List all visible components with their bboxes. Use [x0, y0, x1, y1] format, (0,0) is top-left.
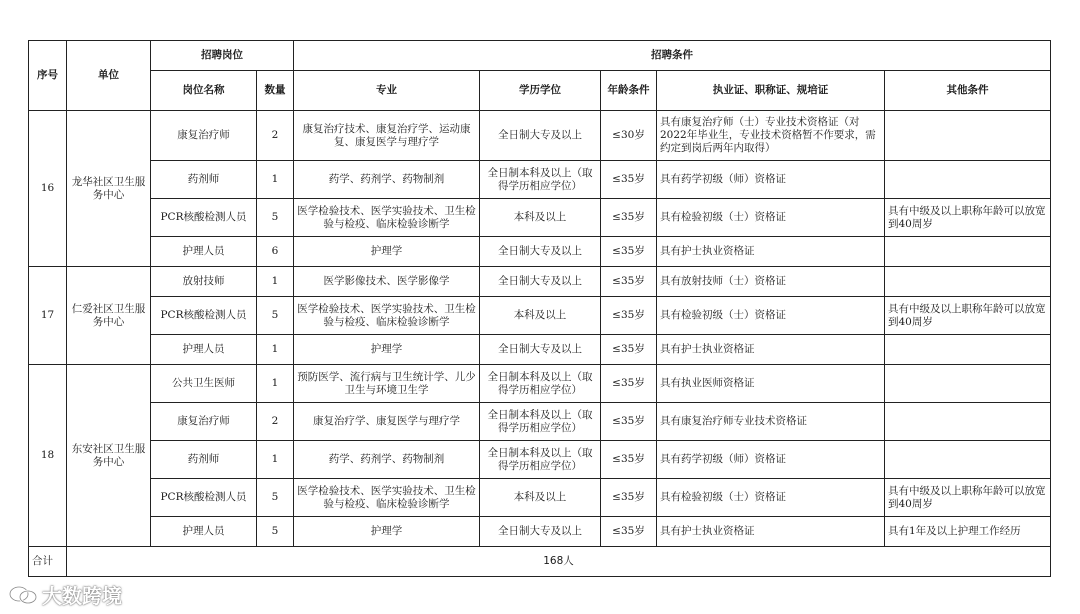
table-row: [29, 441, 1051, 479]
cell-major: 康复治疗学、康复医学与理疗学: [294, 403, 480, 441]
cell-education: 本科及以上: [480, 479, 601, 517]
cell-education: 全日制本科及以上（取得学历相应学位）: [480, 441, 601, 479]
cell-certificates: 具有护士执业资格证: [657, 237, 885, 267]
cell-age: ≤35岁: [601, 517, 657, 547]
cell-unit: 龙华社区卫生服务中心: [67, 111, 151, 267]
cell-other: [885, 403, 1051, 441]
cell-age: ≤35岁: [601, 199, 657, 237]
cell-education: 全日制大专及以上: [480, 267, 601, 297]
cell-other: 具有中级及以上职称年龄可以放宽到40周岁: [885, 297, 1051, 335]
header-major: 专业: [294, 71, 480, 111]
table-row: [29, 403, 1051, 441]
cell-age: ≤35岁: [601, 479, 657, 517]
table-row: [29, 267, 1051, 297]
cell-education: 本科及以上: [480, 199, 601, 237]
cell-other: 具有中级及以上职称年龄可以放宽到40周岁: [885, 199, 1051, 237]
cell-count: 1: [257, 441, 294, 479]
cell-major: 医学检验技术、医学实验技术、卫生检验与检疫、临床检验诊断学: [294, 297, 480, 335]
cell-other: [885, 335, 1051, 365]
cell-certificates: 具有护士执业资格证: [657, 335, 885, 365]
cell-major: 医学检验技术、医学实验技术、卫生检验与检疫、临床检验诊断学: [294, 479, 480, 517]
watermark: [8, 580, 122, 609]
cell-age: ≤30岁: [601, 111, 657, 161]
cell-major: 护理学: [294, 335, 480, 365]
table-footer: [29, 547, 1051, 577]
table-row: [29, 111, 1051, 161]
cell-post-name: 康复治疗师: [151, 403, 257, 441]
cell-count: 1: [257, 161, 294, 199]
cell-education: 全日制大专及以上: [480, 517, 601, 547]
cell-count: 1: [257, 267, 294, 297]
header-other: 其他条件: [885, 71, 1051, 111]
cell-age: ≤35岁: [601, 403, 657, 441]
cell-age: ≤35岁: [601, 161, 657, 199]
table-row: [29, 161, 1051, 199]
cell-major: 医学检验技术、医学实验技术、卫生检验与检疫、临床检验诊断学: [294, 199, 480, 237]
cell-post-name: 药剂师: [151, 441, 257, 479]
cell-other: [885, 237, 1051, 267]
cell-education: 全日制大专及以上: [480, 111, 601, 161]
cell-education: 全日制本科及以上（取得学历相应学位）: [480, 403, 601, 441]
cell-count: 2: [257, 403, 294, 441]
header-education: 学历学位: [480, 71, 601, 111]
cell-post-name: 放射技师: [151, 267, 257, 297]
cell-age: ≤35岁: [601, 365, 657, 403]
cell-certificates: 具有检验初级（士）资格证: [657, 297, 885, 335]
cell-count: 2: [257, 111, 294, 161]
cell-post-name: PCR核酸检测人员: [151, 479, 257, 517]
cell-count: 5: [257, 517, 294, 547]
chat-bubbles-icon: [8, 584, 38, 606]
header-certificates: 执业证、职称证、规培证: [657, 71, 885, 111]
total-row: [29, 547, 1051, 577]
header-seq: 序号: [29, 41, 67, 111]
cell-count: 1: [257, 365, 294, 403]
cell-post-name: 药剂师: [151, 161, 257, 199]
cell-seq: 18: [29, 365, 67, 547]
total-value: 168人: [67, 547, 1051, 577]
cell-age: ≤35岁: [601, 267, 657, 297]
cell-other: [885, 267, 1051, 297]
table-row: [29, 479, 1051, 517]
table-header: [29, 41, 1051, 111]
header-count: 数量: [257, 71, 294, 111]
table-row: [29, 365, 1051, 403]
cell-education: 全日制大专及以上: [480, 237, 601, 267]
cell-certificates: 具有检验初级（士）资格证: [657, 199, 885, 237]
cell-age: ≤35岁: [601, 335, 657, 365]
cell-other: 具有中级及以上职称年龄可以放宽到40周岁: [885, 479, 1051, 517]
header-unit: 单位: [67, 41, 151, 111]
cell-post-name: 护理人员: [151, 237, 257, 267]
recruitment-table: [28, 40, 1051, 577]
cell-other: 具有1年及以上护理工作经历: [885, 517, 1051, 547]
cell-certificates: 具有药学初级（师）资格证: [657, 441, 885, 479]
cell-major: 医学影像技术、医学影像学: [294, 267, 480, 297]
cell-other: [885, 111, 1051, 161]
table-row: [29, 199, 1051, 237]
cell-post-name: 护理人员: [151, 517, 257, 547]
cell-major: 预防医学、流行病与卫生统计学、儿少卫生与环境卫生学: [294, 365, 480, 403]
cell-education: 全日制本科及以上（取得学历相应学位）: [480, 365, 601, 403]
table-body: [29, 111, 1051, 547]
cell-age: ≤35岁: [601, 297, 657, 335]
cell-education: 全日制大专及以上: [480, 335, 601, 365]
cell-certificates: 具有药学初级（师）资格证: [657, 161, 885, 199]
cell-unit: 东安社区卫生服务中心: [67, 365, 151, 547]
cell-other: [885, 161, 1051, 199]
cell-age: ≤35岁: [601, 441, 657, 479]
cell-count: 5: [257, 479, 294, 517]
cell-age: ≤35岁: [601, 237, 657, 267]
cell-count: 5: [257, 199, 294, 237]
cell-education: 本科及以上: [480, 297, 601, 335]
cell-certificates: 具有检验初级（士）资格证: [657, 479, 885, 517]
table-row: [29, 297, 1051, 335]
cell-certificates: 具有执业医师资格证: [657, 365, 885, 403]
cell-count: 6: [257, 237, 294, 267]
watermark-text: 大数跨境: [42, 584, 122, 608]
header-group-conditions: 招聘条件: [294, 41, 1051, 71]
header-group-post: 招聘岗位: [151, 41, 294, 71]
cell-certificates: 具有康复治疗师（士）专业技术资格证（对2022年毕业生，专业技术资格暂不作要求，需约定到岗后两年内取得）: [657, 111, 885, 161]
cell-certificates: 具有护士执业资格证: [657, 517, 885, 547]
cell-post-name: 护理人员: [151, 335, 257, 365]
total-label: 合计: [29, 547, 67, 577]
cell-major: 康复治疗技术、康复治疗学、运动康复、康复医学与理疗学: [294, 111, 480, 161]
cell-count: 5: [257, 297, 294, 335]
cell-other: [885, 365, 1051, 403]
cell-education: 全日制本科及以上（取得学历相应学位）: [480, 161, 601, 199]
table-row: [29, 237, 1051, 267]
cell-seq: 17: [29, 267, 67, 365]
header-age: 年龄条件: [601, 71, 657, 111]
cell-major: 护理学: [294, 517, 480, 547]
table-row: [29, 517, 1051, 547]
cell-count: 1: [257, 335, 294, 365]
cell-major: 药学、药剂学、药物制剂: [294, 161, 480, 199]
cell-seq: 16: [29, 111, 67, 267]
header-post-name: 岗位名称: [151, 71, 257, 111]
cell-certificates: 具有放射技师（士）资格证: [657, 267, 885, 297]
cell-other: [885, 441, 1051, 479]
table-row: [29, 335, 1051, 365]
cell-certificates: 具有康复治疗师专业技术资格证: [657, 403, 885, 441]
cell-post-name: 康复治疗师: [151, 111, 257, 161]
cell-major: 药学、药剂学、药物制剂: [294, 441, 480, 479]
cell-post-name: 公共卫生医师: [151, 365, 257, 403]
cell-post-name: PCR核酸检测人员: [151, 199, 257, 237]
cell-post-name: PCR核酸检测人员: [151, 297, 257, 335]
cell-unit: 仁爱社区卫生服务中心: [67, 267, 151, 365]
cell-major: 护理学: [294, 237, 480, 267]
